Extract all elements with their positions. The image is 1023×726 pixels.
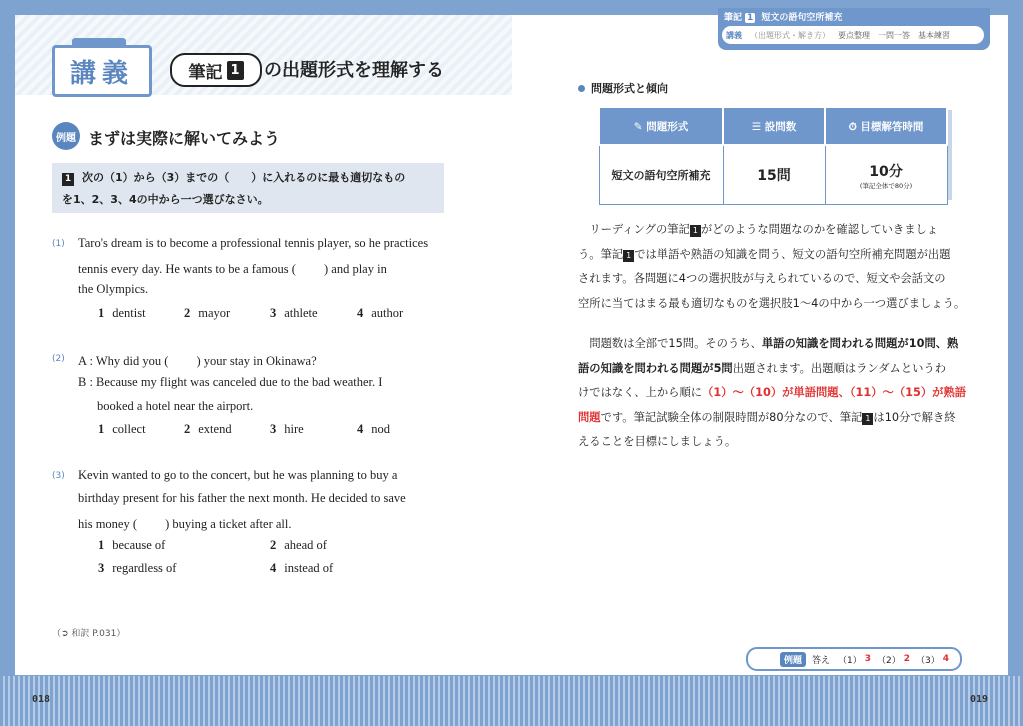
nav-step-lecture[interactable]: 講義 [726,30,742,40]
text-red: 問題 [578,410,601,424]
option[interactable] [98,306,146,321]
option[interactable] [184,306,230,321]
title-pill [170,53,262,87]
text: がどのような問題なのかを確認していきましょ [700,223,939,236]
nav-number: 1 [747,13,754,23]
instruction-box [52,163,444,213]
example-title: まずは実際に解いてみよう [88,129,281,148]
paragraph-line: えることを目標にしましょう。 [578,435,737,448]
question-line: A : Why did you ( ) your stay in Okinawa? [78,354,317,368]
option[interactable] [270,561,333,576]
option[interactable] [98,422,146,437]
answer-tag: 例題 [780,652,806,667]
nav-label: 筆記 [724,13,743,23]
option-text: collect [112,422,146,436]
option-number: 1 [98,306,105,320]
paragraph-line [578,357,974,382]
option-text: athlete [284,306,318,320]
option-text: regardless of [112,561,177,575]
question-number: (3) [52,471,65,481]
page-title: の出題形式を理解する [264,60,444,81]
text: では単語や熟語の知識を問う、短文の語句空所補充問題が出題 [634,247,951,261]
page-number-left: 018 [32,694,51,705]
answer-key [746,647,962,671]
option-text: because of [112,538,166,552]
table-cell-format: 短文の語句空所補充 [599,145,723,205]
paragraph-line [578,243,974,268]
table-header-format [599,107,723,145]
option[interactable] [98,538,165,553]
question-line: booked a hotel near the airport. [97,399,254,413]
paragraph-2 [578,332,974,455]
answer-label: 答え [812,655,831,666]
option[interactable] [270,422,304,437]
answer-question: （1） [838,655,862,666]
option-number: 2 [184,422,191,436]
pencil-icon: ✎ [633,120,647,133]
option[interactable] [270,306,318,321]
option[interactable] [98,561,176,576]
option[interactable] [184,422,232,437]
lecture-label: 講義 [52,45,152,97]
option[interactable] [357,306,403,321]
footer-stripes [0,676,1023,726]
question-number: (1) [52,239,65,249]
option-number: 2 [184,306,191,320]
option[interactable] [357,422,390,437]
table-header-time [825,107,947,145]
option-text: instead of [284,561,334,575]
question-line: B : Because my flight was canceled due to the bad weather. I [78,375,383,389]
text: は10分で解き終 [873,410,956,424]
time-note: (筆記全体で80分) [859,181,913,190]
paragraph-line: されます。各問題に4つの選択肢が与えられているので、短文や会話文の [578,272,946,285]
section-heading-text: 問題形式と傾向 [591,82,668,95]
option-text: nod [371,422,390,436]
text: 出題されます。出題順はランダムというわ [732,361,947,375]
paragraph-1 [578,218,974,316]
text: う。筆記 [578,247,624,261]
option-number: 4 [270,561,277,575]
section-number-badge: 1 [690,225,701,237]
section-nav-title [724,10,842,23]
table-cell-count: 15問 [723,145,825,205]
option-number: 2 [270,538,277,552]
paragraph-line [578,406,974,431]
answer-value: 3 [864,654,872,664]
question-number: (2) [52,354,65,364]
option-text: hire [284,422,304,436]
time-value: 10分 [869,163,903,180]
text: 問題数は全部で15問。そのうち、 [589,337,762,350]
option-number: 4 [357,422,364,436]
question-line: the Olympics. [78,282,149,296]
question-line: Taro's dream is to become a professional tennis player, so he practices [78,236,429,250]
text-bold: 語の知識を問われる問題が5問 [578,361,733,375]
table-header-text: 問題形式 [646,120,689,133]
answer-question: （2） [877,655,901,666]
text: リーディングの筆記 [589,223,690,236]
option-text: author [371,306,404,320]
example-badge: 例題 [52,122,80,150]
table-header-count [723,107,825,145]
nav-step-summary[interactable]: 要点整理 [838,30,870,40]
instruction-line-1: 次の（1）から（3）までの（ ）に入れるのに最も適切なもの [82,171,406,184]
title-prefix: 筆記 [188,62,223,83]
section-heading [578,80,668,96]
option[interactable] [270,538,327,553]
option-text: mayor [198,306,231,320]
nav-step-practice[interactable]: 基本練習 [918,30,950,40]
nav-title: 短文の語句空所補充 [761,13,843,23]
question-line: tennis every day. He wants to be a famous ( ) and play in [78,262,387,276]
answer-value: 4 [942,654,950,664]
question-line: Kevin wanted to go to the concert, but he was planning to buy a [78,468,398,482]
question-3 [52,468,444,578]
nav-step-lecture-sub: （出題形式・解き方） [750,30,830,40]
option-number: 4 [357,306,364,320]
answer-question: （3） [916,655,940,666]
question-line: his money ( ) buying a ticket after all. [78,517,292,531]
question-2 [52,351,444,441]
option-text: dentist [112,306,146,320]
section-nav-steps [722,26,984,44]
section-number-badge: 1 [862,413,873,425]
table-header-text: 設問数 [764,120,797,133]
format-table [598,106,948,205]
instruction-line-2: を1、2、3、4の中から一つ選びなさい。 [62,193,269,206]
section-number-badge: 1 [623,250,634,262]
title-number: 1 [227,61,244,80]
list-icon: ☰ [751,120,765,133]
paragraph-line [578,381,974,406]
paragraph-line [578,218,974,243]
option-text: extend [198,422,232,436]
option-number: 3 [98,561,105,575]
text: けではなく、上から順に [578,386,703,399]
option-number: 1 [98,422,105,436]
text-bold: 単語の知識を問われる問題が10問、熟 [761,337,959,350]
answer-value: 2 [903,654,911,664]
text-red: （1）〜（10）が単語問題、（11）〜（15）が熟語 [702,386,967,399]
table-header-text: 目標解答時間 [860,120,924,133]
text: です。筆記試験全体の制限時間が80分なので、筆記 [600,410,863,424]
option-text: ahead of [284,538,327,552]
nav-step-qa[interactable]: 一問一答 [878,30,910,40]
translation-reference[interactable]: （➲ 和訳 P.031） [52,629,126,639]
option-number: 1 [98,538,105,552]
question-line: birthday present for his father the next month. He decided to save [78,491,406,505]
paragraph-line [578,332,974,357]
paragraph-line: 空所に当てはまる最も適切なものを選択肢1〜4の中から一つ選びましょう。 [578,296,966,310]
option-number: 3 [270,422,277,436]
stopwatch-icon: ⏱ [848,120,861,133]
instruction-number: 1 [62,173,74,186]
page-number-right: 019 [970,694,989,705]
bullet-icon [578,85,585,92]
table-cell-time [825,145,947,205]
option-number: 3 [270,306,277,320]
question-1 [52,236,444,326]
